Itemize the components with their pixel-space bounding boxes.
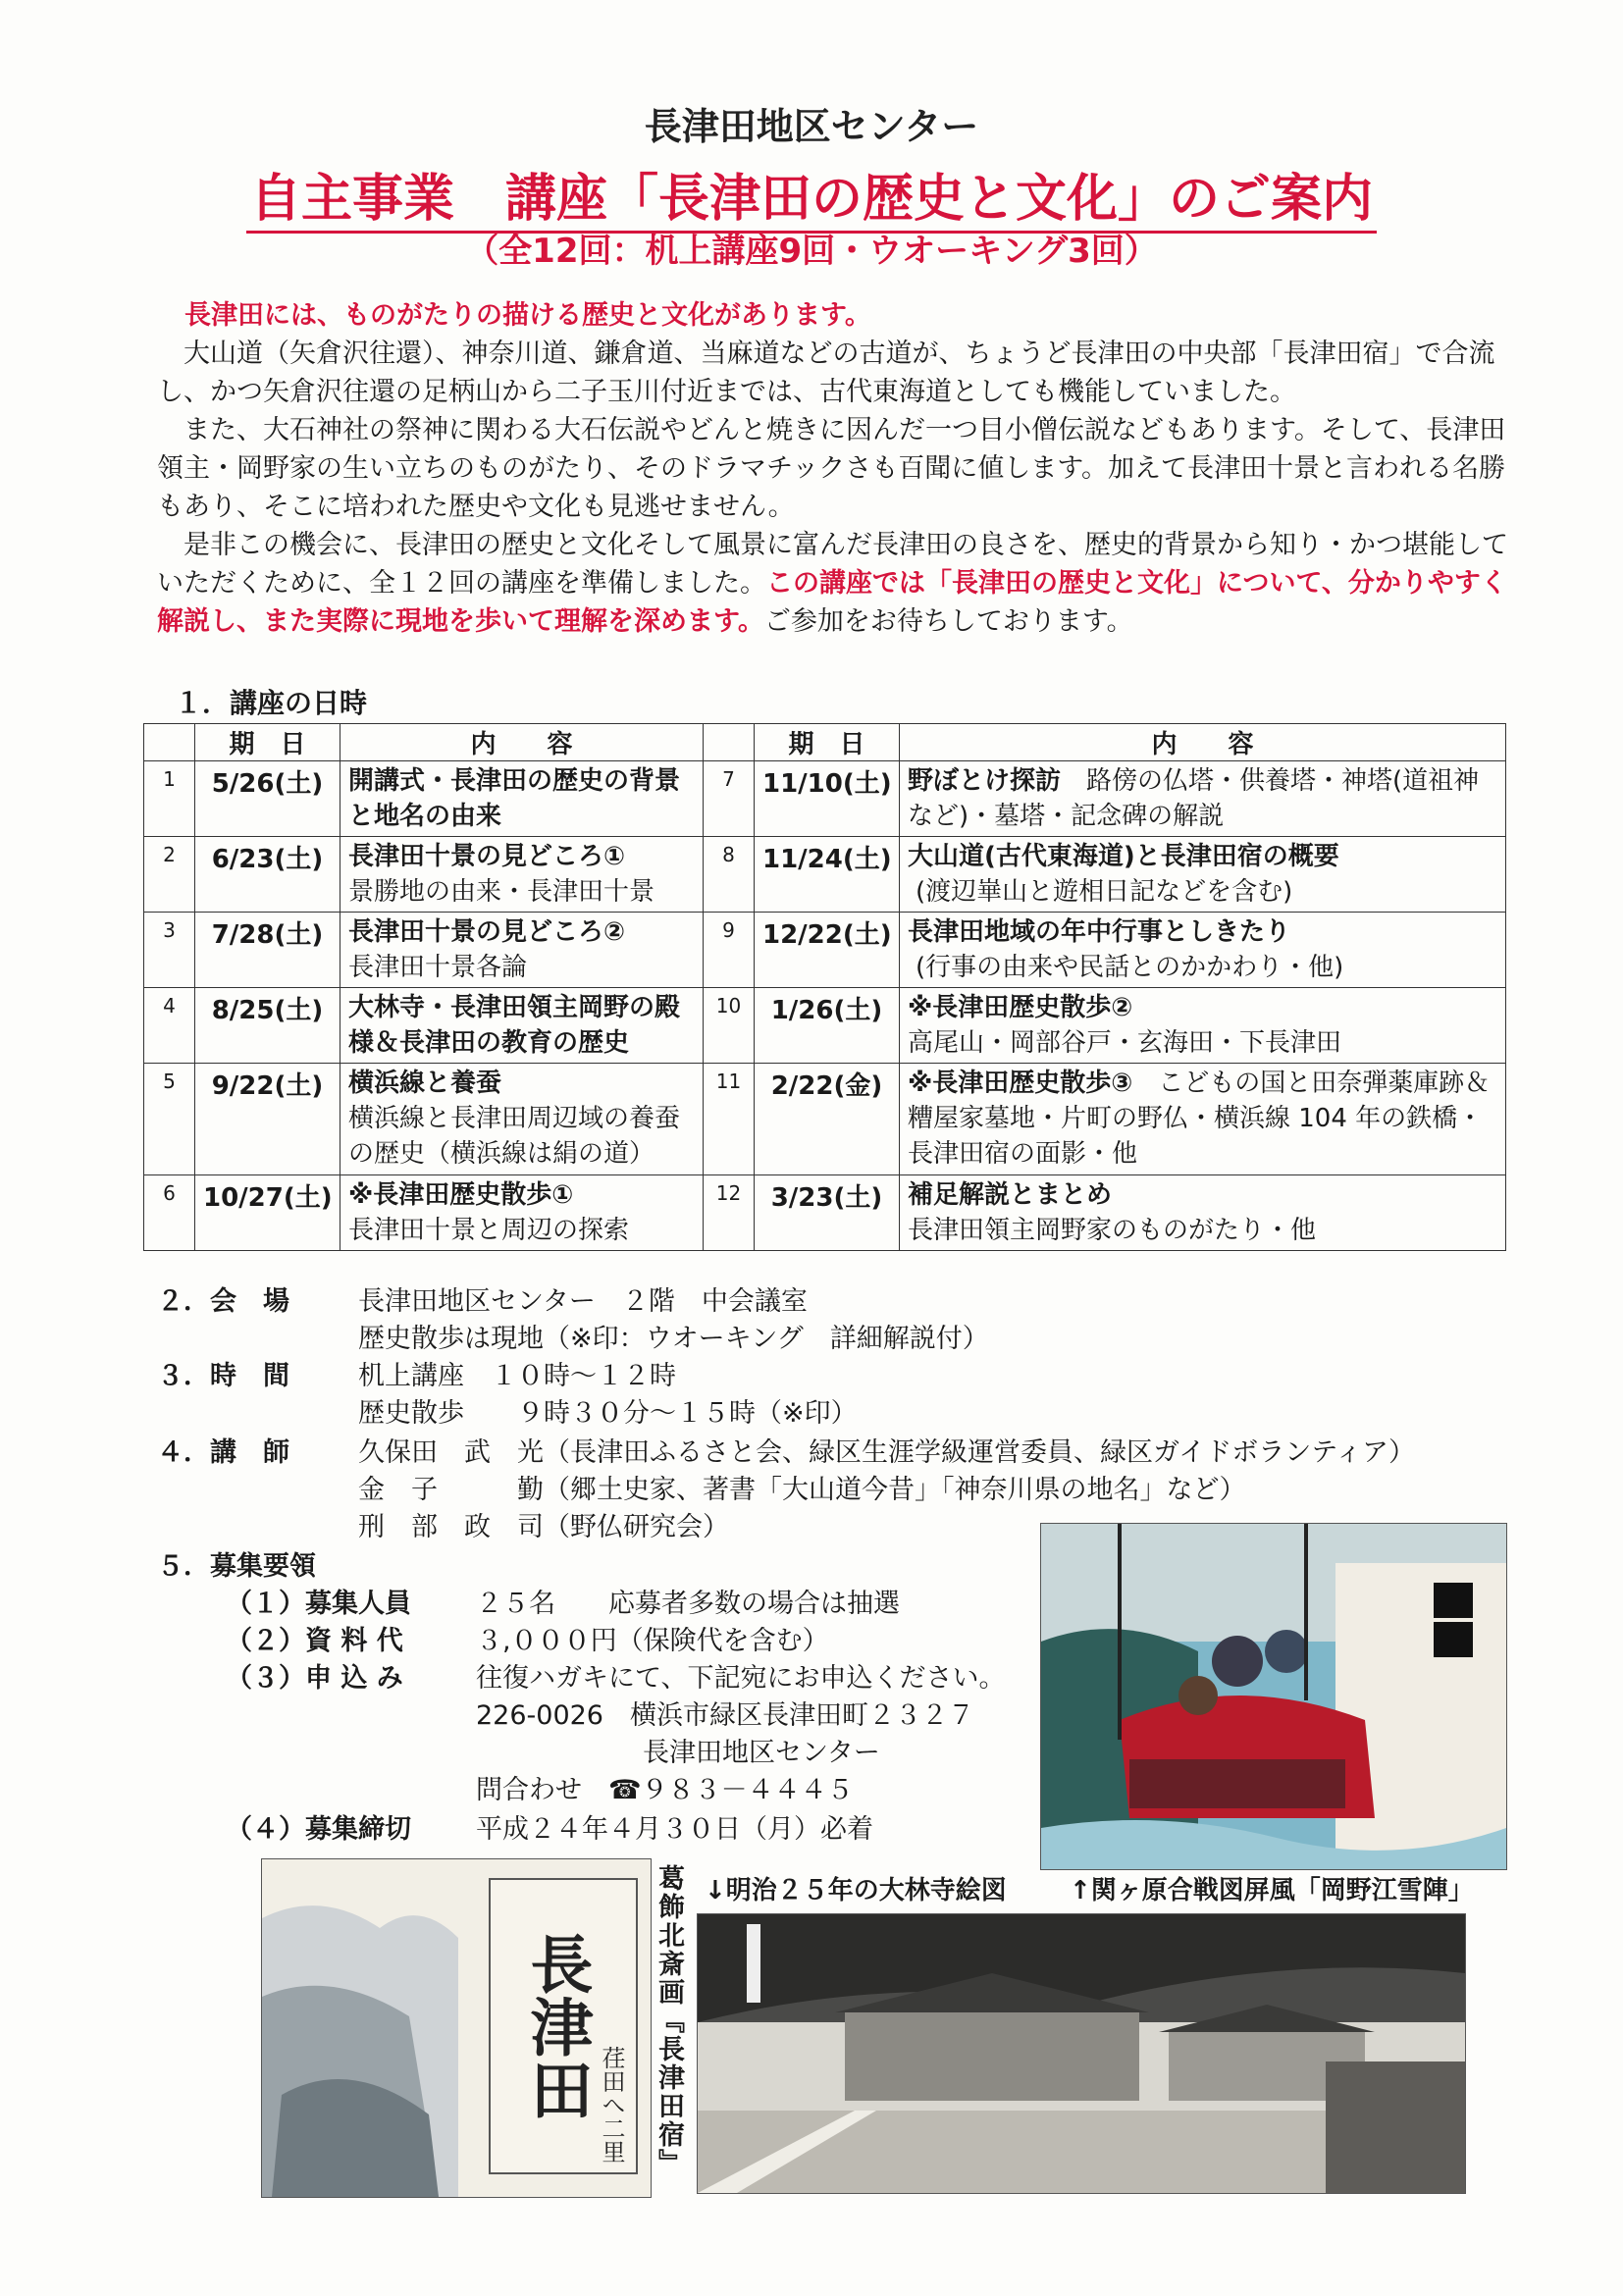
schedule-row [144,988,1506,1064]
recruit-count-value: ２５名 応募者多数の場合は抽選 [476,1589,900,1619]
session-title-text: 補足解説とまとめ [908,1180,1113,1210]
session-number: 2 [144,837,195,913]
lecturer-1: 久保田 武 光（長津田ふるさと会、緑区生涯学級運営委員、緑区ガイドボランティア） [358,1437,1416,1468]
session-content [900,913,1506,988]
schedule-table [143,723,1506,1251]
session-content [340,1064,704,1175]
session-date: 11/24(土) [755,837,900,913]
session-title-text: 大山道(古代東海道)と長津田宿の概要 [908,842,1339,871]
session-title-text: 開講式・長津田の歴史の背景と地名の由来 [348,766,681,831]
intro-section [157,296,1511,641]
header-date-left: 期 日 [195,724,340,761]
session-date: 2/22(金) [755,1064,900,1175]
session-title-text: 長津田十景の見どころ② [348,917,626,947]
header-no-left [144,724,195,761]
lecturer-label: ４．講 師 [157,1437,289,1468]
schedule-row [144,1175,1506,1251]
session-title-text: 長津田地域の年中行事としきたり [908,917,1291,947]
session-content [900,988,1506,1064]
temple-map-caption: ↓明治２５年の大林寺絵図 [705,1876,1007,1905]
session-title-text: 大林寺・長津田領主岡野の殿様＆長津田の教育の歴史 [348,993,681,1058]
session-title-text: 野ぼとけ探訪 [908,766,1062,796]
venue-value-2: 歴史散歩は現地（※印：ウオーキング 詳細解説付） [358,1324,989,1354]
session-date: 10/27(土) [195,1175,340,1251]
session-content [340,913,704,988]
session-content [340,837,704,913]
page-title-text: 自主事業 講座「長津田の歴史と文化」のご案内 [246,170,1377,234]
schedule-header-row [144,724,1506,761]
schedule-heading: １．講座の日時 [175,687,368,719]
session-date: 6/23(土) [195,837,340,913]
session-number: 4 [144,988,195,1064]
application-label: （３）申 込 み [226,1663,403,1694]
application-value: 往復ハガキにて、下記宛にお申込ください。 [476,1663,1006,1694]
session-date: 8/25(土) [195,988,340,1064]
session-description: 横浜線と長津田周辺域の養蚕の歴史（横浜線は絹の道） [348,1104,681,1169]
dairinji-temple-illustration [698,1914,1465,2193]
session-title [348,990,695,1061]
lecturer-3: 刑 部 政 司（野仏研究会） [358,1512,729,1542]
session-number: 10 [704,988,755,1064]
session-content [340,988,704,1064]
session-title [908,914,1497,950]
screen-caption: ↑関ヶ原合戦図屏風「岡野江雪陣」 [1070,1876,1474,1905]
session-content [900,1064,1506,1175]
session-title [908,1177,1497,1213]
material-fee-value: ３,０００円（保険代を含む） [476,1626,829,1656]
session-description: (行事の由来や民話とのかかわり・他) [916,953,1344,982]
header-content-right: 内 容 [900,724,1506,761]
time-value-1: 机上講座 １０時～１２時 [358,1361,676,1391]
session-description: 長津田領主岡野家のものがたり・他 [908,1216,1317,1245]
session-date: 9/22(土) [195,1064,340,1175]
session-date: 5/26(土) [195,761,340,837]
intro-p3-c: ご参加をお待ちしております。 [763,606,1133,637]
hokusai-print-title: 長津田 [519,1932,594,2120]
session-title [348,1066,695,1101]
header-content-left: 内 容 [340,724,704,761]
session-title-text: ※長津田歴史散歩① [348,1180,574,1210]
address: 226-0026 横浜市緑区長津田町２３２７ [476,1700,974,1731]
session-title-text: 長津田十景の見どころ① [348,842,626,871]
hokusai-print-illustration [262,1859,651,2197]
hokusai-print-note: 荏田へ二里 [598,2046,625,2164]
session-title [348,839,695,874]
schedule-row [144,913,1506,988]
deadline-label: （４）募集締切 [226,1814,411,1845]
session-content [900,1175,1506,1251]
session-title [348,1177,695,1213]
session-title [348,763,695,834]
recruit-count-label: （１）募集人員 [226,1589,411,1619]
session-title-text: ※長津田歴史散歩② [908,993,1133,1022]
deadline-value: 平成２４年４月３０日（月）必着 [476,1814,873,1845]
session-description: 景勝地の由来・長津田十景 [348,877,655,907]
schedule-row [144,837,1506,913]
session-title [908,763,1497,834]
session-content [340,1175,704,1251]
session-inline-desc: 路傍の仏塔・供養塔・神塔(道祖神など)・墓塔・記念碑の解説 [908,766,1480,831]
sekigahara-screen-illustration [1041,1524,1506,1869]
session-number: 5 [144,1064,195,1175]
time-value-2: 歴史散歩 ９時３０分～１５時（※印） [358,1398,858,1429]
session-content [340,761,704,837]
session-date: 7/28(土) [195,913,340,988]
session-number: 8 [704,837,755,913]
session-number: 12 [704,1175,755,1251]
session-number: 3 [144,913,195,988]
schedule-row [144,1064,1506,1175]
session-date: 3/23(土) [755,1175,900,1251]
session-date: 12/22(土) [755,913,900,988]
intro-p3-highlight: この講座では「長津田の歴史と文化」について、分かりやすく解説し、また実際に現地を歩いて理解を深めます。 [157,568,1507,637]
session-number: 7 [704,761,755,837]
session-date: 11/10(土) [755,761,900,837]
intro-paragraph-3 [157,526,1511,641]
page-subtitle: （全12回：机上講座9回・ウオーキング3回） [465,232,1158,271]
contact-phone: 問合わせ ☎９８３－４４４５ [476,1775,854,1805]
venue-value-1: 長津田地区センター ２階 中会議室 [358,1286,808,1317]
session-content [900,761,1506,837]
header-date-right: 期 日 [755,724,900,761]
hokusai-print-image [261,1858,652,2198]
lecturer-2: 金 子 勤（郷土史家、著書「大山道今昔」「神奈川県の地名」など） [358,1475,1246,1505]
session-date: 1/26(土) [755,988,900,1064]
page-title [0,157,1623,231]
recruit-label: ５．募集要領 [157,1551,316,1582]
time-label: ３．時 間 [157,1361,289,1391]
intro-paragraph-1: 大山道（矢倉沢往還）、神奈川道、鎌倉道、当麻道などの古道が、ちょうど長津田の中央部「長津田宿」で合流し、かつ矢倉沢往還の足柄山から二子玉川付近までは、古代東海道としても機能していました。 [157,339,1495,407]
session-title [908,990,1497,1025]
session-description: (渡辺崋山と遊相日記などを含む) [916,877,1293,907]
intro-p3-a: 是非この機会に、長津田の歴史と文化そして風景に富んだ長津田の良さを、歴史的背景から知り・かつ堪能していただくために、全１２回の講座を準備しました。 [157,530,1508,599]
session-title-text: 横浜線と養蚕 [348,1069,502,1098]
organization-name: 長津田地区センター [644,105,979,148]
session-title [908,839,1497,874]
venue-label: ２．会 場 [157,1286,289,1317]
session-number: 1 [144,761,195,837]
session-inline-desc: こどもの国と田奈弾薬庫跡＆糟屋家墓地・片町の野仏・横浜線 104 年の鉄橋・長津田宿の面影・他 [908,1069,1491,1169]
session-description: 長津田十景各論 [348,953,528,982]
material-fee-label: （２）資 料 代 [226,1626,403,1656]
session-title [908,1066,1497,1172]
intro-paragraph-2: また、大石神社の祭神に関わる大石伝説やどんと焼きに因んだ一つ目小僧伝説などもあります。そして、長津田領主・岡野家の生い立ちのものがたり、そのドラマチックさも百聞に値します。加えて長津田十景と言われる名勝もあり、そこに培われた歴史や文化も見逃せません。 [157,415,1506,522]
session-number: 9 [704,913,755,988]
session-number: 6 [144,1175,195,1251]
session-number: 11 [704,1064,755,1175]
hokusai-caption: 葛飾北斎画『長津田宿』 [654,1864,684,2177]
address-name: 長津田地区センター [643,1738,880,1768]
dairinji-temple-image [697,1913,1466,2194]
session-description: 高尾山・岡部谷戸・玄海田・下長津田 [908,1028,1342,1058]
schedule-row [144,761,1506,837]
session-title [348,914,695,950]
session-content [900,837,1506,913]
intro-lead: 長津田には、ものがたりの描ける歴史と文化があります。 [184,300,871,331]
sekigahara-screen-image [1040,1523,1507,1870]
session-description: 長津田十景と周辺の探索 [348,1216,630,1245]
header-no-right [704,724,755,761]
session-title-text: ※長津田歴史散歩③ [908,1069,1133,1098]
